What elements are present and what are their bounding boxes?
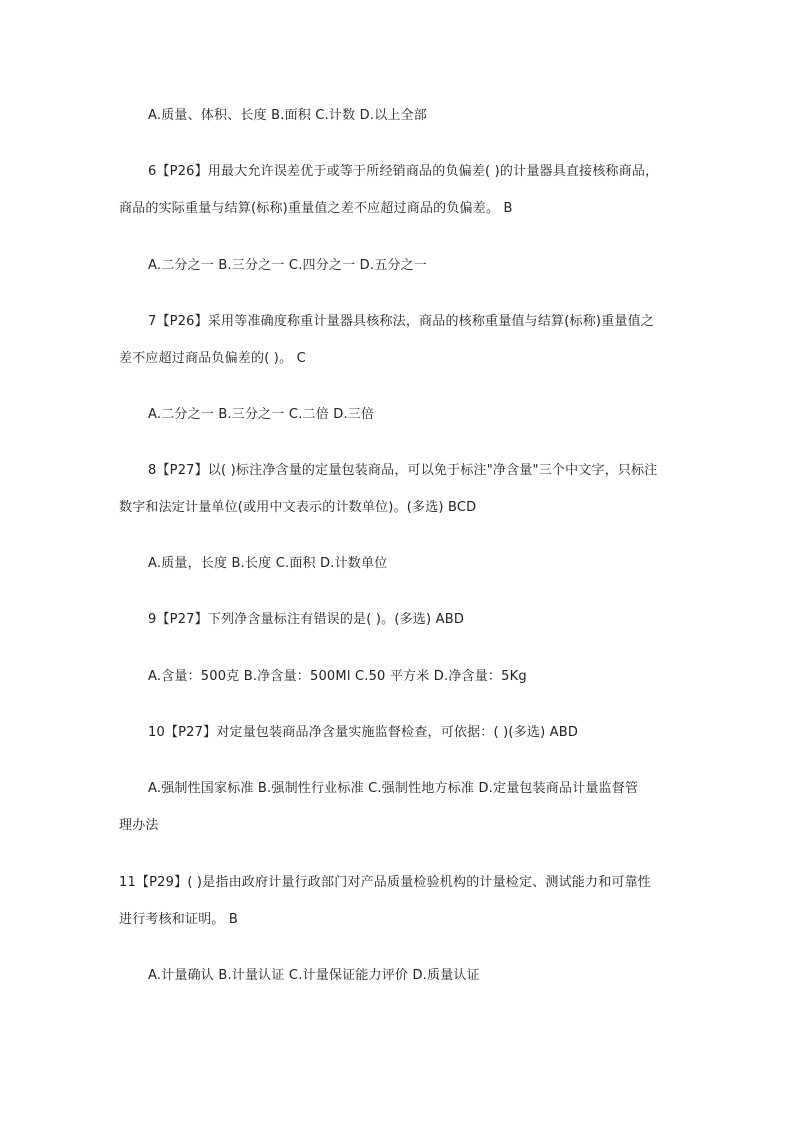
q9-options: A.含量：500克 B.净含量：500Ml C.50 平方米 D.净含量：5Kg <box>148 669 527 684</box>
q9-question: 9【P27】下列净含量标注有错误的是( )。(多选) ABD <box>148 612 465 627</box>
q11-question: 11【P29】( )是指由政府计量行政部门对产品质量检验机构的计量检定、测试能力和可靠性 <box>119 875 651 890</box>
q6-options: A.二分之一 B.三分之一 C.四分之一 D.五分之一 <box>148 258 427 273</box>
q7-question: 7【P26】采用等准确度称重计量器具核称法，商品的核称重量值与结算(标称)重量值之 <box>148 314 654 329</box>
q11-question-cont: 进行考核和证明。 B <box>119 912 239 927</box>
q8-options: A.质量，长度 B.长度 C.面积 D.计数单位 <box>148 556 388 571</box>
q8-question-cont: 数字和法定计量单位(或用中文表示的计数单位)。(多选) BCD <box>119 500 477 515</box>
q10-options-cont: 理办法 <box>119 818 159 833</box>
q7-options: A.二分之一 B.三分之一 C.二倍 D.三倍 <box>148 407 375 422</box>
q11-options: A.计量确认 B.计量认证 C.计量保证能力评价 D.质量认证 <box>148 968 480 983</box>
q6-question: 6【P26】用最大允许误差优于或等于所经销商品的负偏差( )的计量器具直接核称商品， <box>148 164 659 179</box>
q10-question: 10【P27】对定量包装商品净含量实施监督检查，可依据：( )(多选) ABD <box>148 725 579 740</box>
q10-options: A.强制性国家标准 B.强制性行业标准 C.强制性地方标准 D.定量包装商品计量监督管 <box>148 781 639 796</box>
q5-options: A.质量、体积、长度 B.面积 C.计数 D.以上全部 <box>148 108 427 123</box>
q6-question-cont: 商品的实际重量与结算(标称)重量值之差不应超过商品的负偏差。 B <box>119 201 513 216</box>
q7-question-cont: 差不应超过商品负偏差的( )。 C <box>119 351 306 366</box>
q8-question: 8【P27】以( )标注净含量的定量包装商品，可以免于标注"净含量"三个中文字，只标注 <box>148 463 658 478</box>
